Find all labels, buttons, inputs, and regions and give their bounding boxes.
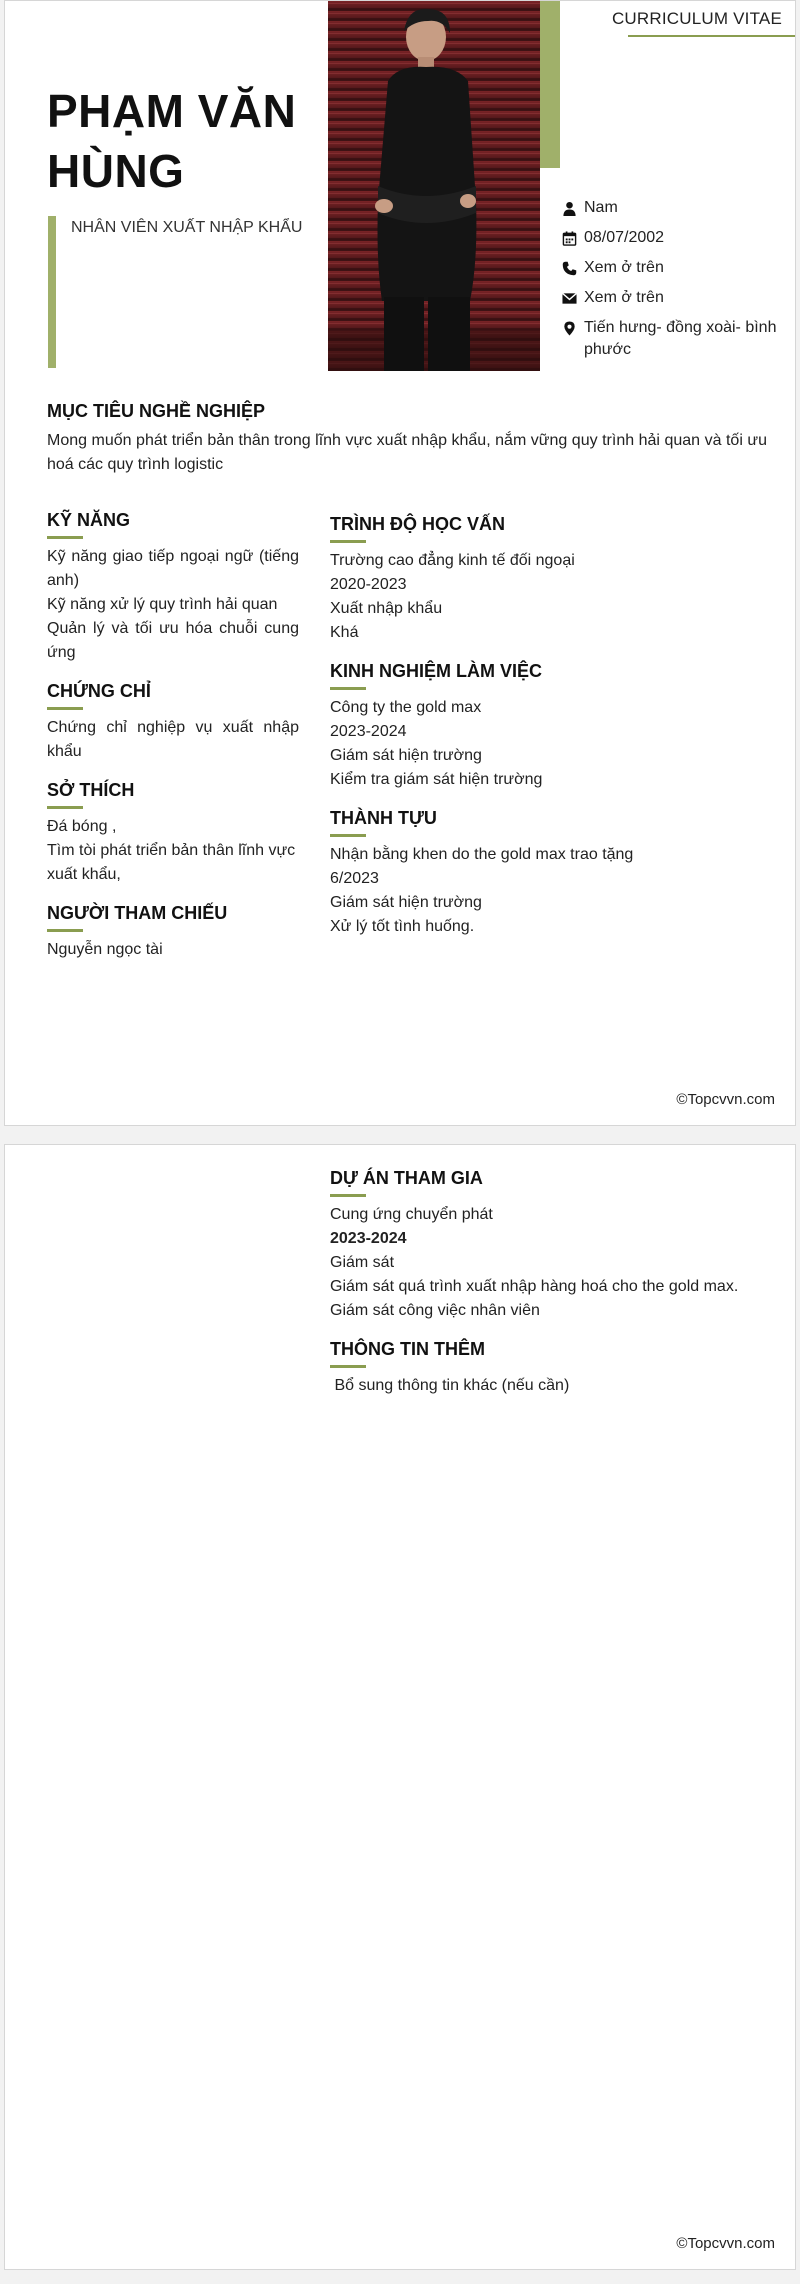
skills-title: KỸ NĂNG [47,510,131,530]
cv-page-2 [4,1144,796,2270]
skill-item: Quản lý và tối ưu hóa chuỗi cung ứng [47,620,299,661]
references-section [47,901,299,962]
right-column-page-2 [330,1166,750,1412]
experience-period: 2023-2024 [330,723,407,740]
candidate-name: PHẠM VĂN HÙNG [47,85,297,197]
education-major: Xuất nhập khẩu [330,600,443,617]
section-underline [47,707,83,710]
contact-gender [562,197,782,219]
email-value: Xem ở trên [584,289,664,306]
dob-value: 08/07/2002 [584,229,665,246]
footer-brand: ©Topcvvn.com [676,2235,775,2252]
address-value: Tiến hưng- đồng xoài- bình phước [584,319,777,358]
hobby-item: Đá bóng , [47,818,117,835]
contact-address [562,317,782,361]
project-description: Giám sát quá trình xuất nhập hàng hoá cho the gold max. [330,1278,739,1295]
project-role: Giám sát [330,1254,395,1271]
achievements-section [330,806,750,939]
cv-label-underline [628,35,795,37]
career-objective-section [47,399,767,477]
experience-description: Kiểm tra giám sát hiện trường [330,771,543,788]
experience-position: Giám sát hiện trường [330,747,482,764]
references-title: NGƯỜI THAM CHIẾU [47,903,228,923]
hobbies-title: SỞ THÍCH [47,780,135,800]
hobbies-section [47,778,299,887]
footer-brand: ©Topcvvn.com [676,1091,775,1108]
projects-title: DỰ ÁN THAM GIA [330,1168,483,1188]
section-underline [47,536,83,539]
reference-item: Nguyễn ngọc tài [47,941,163,958]
certificates-section [47,679,299,764]
calendar-icon [562,227,584,249]
section-underline [330,834,366,837]
right-column [330,512,750,953]
achievement-line: 6/2023 [330,870,379,887]
extra-info-title: THÔNG TIN THÊM [330,1339,485,1359]
contact-email [562,287,782,309]
cv-label: CURRICULUM VITAE [611,9,782,28]
section-underline [330,687,366,690]
achievement-line: Giám sát hiện trường [330,894,482,911]
education-school: Trường cao đẳng kinh tế đối ngoại [330,552,575,569]
skill-item: Kỹ năng giao tiếp ngoại ngữ (tiếng anh) [47,548,299,589]
skill-item: Kỹ năng xử lý quy trình hải quan [47,596,278,613]
contact-phone [562,257,782,279]
section-underline [47,929,83,932]
job-title: NHÂN VIÊN XUẤT NHẬP KHẨU [71,219,303,236]
section-underline [330,1365,366,1368]
project-name: Cung ứng chuyển phát [330,1206,493,1223]
section-underline [47,806,83,809]
phone-value: Xem ở trên [584,259,664,276]
gender-value: Nam [584,199,618,216]
contact-dob [562,227,782,249]
section-underline [330,540,366,543]
experience-company: Công ty the gold max [330,699,482,716]
title-accent-bar [48,216,56,368]
project-period: 2023-2024 [330,1230,407,1247]
contact-info [562,197,782,369]
location-icon [562,317,584,339]
education-section [330,512,750,645]
projects-section [330,1166,750,1323]
certificates-title: CHỨNG CHỈ [47,681,151,701]
extra-info-text: Bổ sung thông tin khác (nếu cần) [330,1377,570,1394]
skills-section [47,508,299,665]
achievement-line: Nhận bằng khen do the gold max trao tặng [330,846,634,863]
extra-info-section [330,1337,750,1398]
section-underline [330,1194,366,1197]
hobby-item: Tìm tòi phát triển bản thân lĩnh vực xuất khẩu, [47,842,296,883]
person-icon [562,197,584,219]
career-objective-text: Mong muốn phát triển bản thân trong lĩnh vực xuất nhập khẩu, nắm vững quy trình hải quan và tối ưu hoá các quy trình logistic [47,432,767,473]
profile-photo [328,1,540,371]
photo-accent-bar [540,1,560,168]
phone-icon [562,257,584,279]
cv-page-1 [4,0,796,1126]
achievements-title: THÀNH TỰU [330,808,437,828]
project-description: Giám sát công việc nhân viên [330,1302,540,1319]
email-icon [562,287,584,309]
career-objective-title: MỤC TIÊU NGHỀ NGHIỆP [47,401,266,421]
experience-section [330,659,750,792]
certificate-item: Chứng chỉ nghiệp vụ xuất nhập khẩu [47,719,299,760]
achievement-line: Xử lý tốt tình huống. [330,918,475,935]
left-column [47,508,299,976]
education-title: TRÌNH ĐỘ HỌC VẤN [330,514,505,534]
education-period: 2020-2023 [330,576,407,593]
education-grade: Khá [330,624,359,641]
experience-title: KINH NGHIỆM LÀM VIỆC [330,661,543,681]
